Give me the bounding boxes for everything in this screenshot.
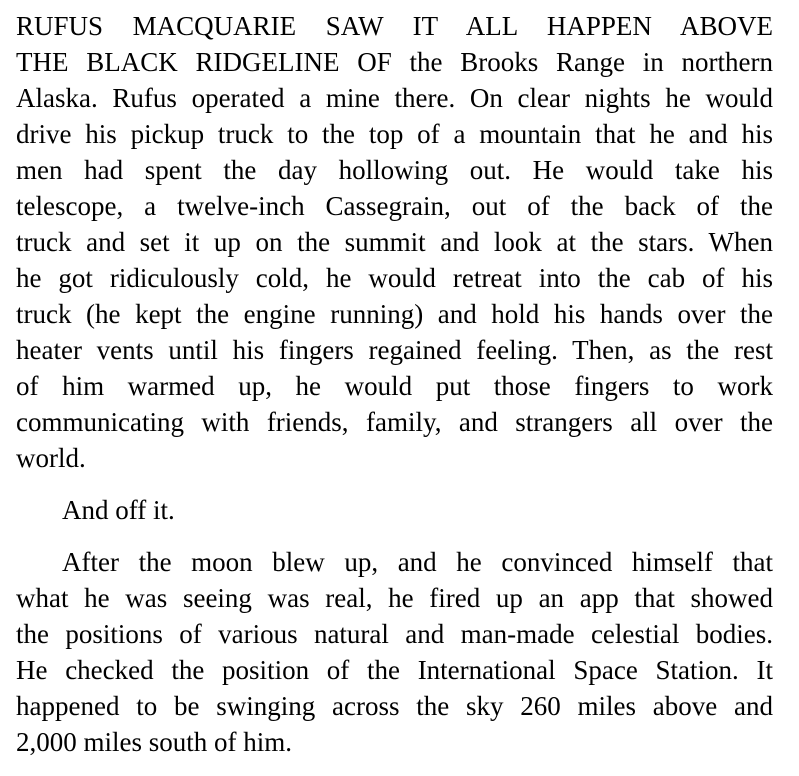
paragraph	[16, 8, 773, 476]
text-line: drive his pickup truck to the top of a mountain that he and his	[16, 119, 773, 149]
text-line: he got ridiculously cold, he would retreat into the cab of his	[16, 263, 773, 293]
text-line: happened to be swinging across the sky 260 miles above and	[16, 691, 773, 721]
text-line: of him warmed up, he would put those fingers to work	[16, 371, 773, 401]
text-line: Alaska. Rufus operated a mine there. On clear nights he would	[16, 83, 773, 113]
text-line: He checked the position of the International Space Station. It	[16, 655, 773, 685]
text-line: RUFUS MACQUARIE SAW IT ALL HAPPEN ABOVE	[16, 11, 773, 41]
text-line: what he was seeing was real, he fired up an app that showed	[16, 583, 773, 613]
text-line: telescope, a twelve-inch Cassegrain, out of the back of the	[16, 191, 773, 221]
text-line: After the moon blew up, and he convinced himself that	[62, 547, 773, 577]
text-line: THE BLACK RIDGELINE OF the Brooks Range in northern	[16, 47, 773, 77]
text-line: 2,000 miles south of him.	[16, 727, 292, 757]
text-line: world.	[16, 443, 86, 473]
text-line: men had spent the day hollowing out. He would take his	[16, 155, 773, 185]
text-line: truck (he kept the engine running) and hold his hands over the	[16, 299, 773, 329]
text-line: heater vents until his fingers regained feeling. Then, as the rest	[16, 335, 773, 365]
text-line: communicating with friends, family, and strangers all over the	[16, 407, 773, 437]
text-line: the positions of various natural and man-made celestial bodies.	[16, 619, 773, 649]
book-page	[16, 8, 773, 776]
paragraph	[16, 492, 773, 528]
text-line: And off it.	[62, 495, 175, 525]
paragraph	[16, 544, 773, 760]
text-line: truck and set it up on the summit and look at the stars. When	[16, 227, 773, 257]
